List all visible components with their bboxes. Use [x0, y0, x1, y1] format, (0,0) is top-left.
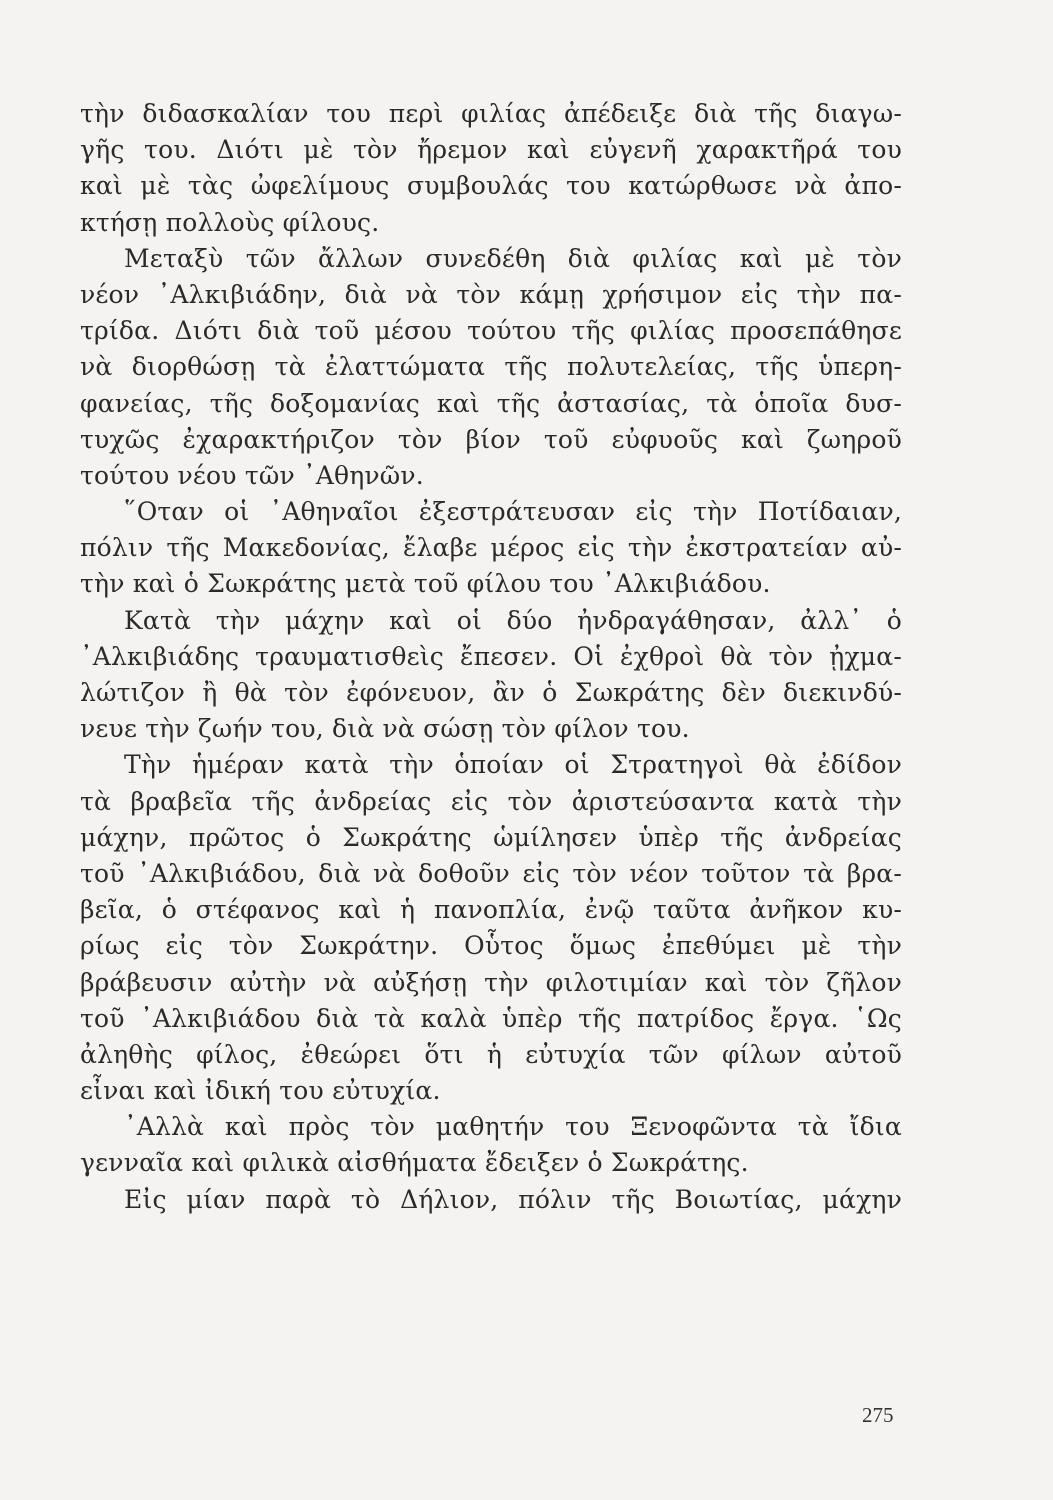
text-line: βεῖα, ὁ στέφανος καὶ ἡ πανοπλία, ἐνῷ ταῦτα ἀνῆκον κυ- [80, 895, 902, 925]
text-line: τὴν διδασκαλίαν του περὶ φιλίας ἀπέδειξε διὰ τῆς διαγω- [80, 99, 902, 128]
paragraph-first-line: Εἰς μίαν παρὰ τὸ Δήλιον, πόλιν τῆς Βοιωτίας, μάχην [124, 1184, 902, 1214]
text-line: τὰ βραβεῖα τῆς ἀνδρείας εἰς τὸν ἀριστεύσαντα κατὰ τὴν [80, 786, 902, 816]
text-line: καὶ μὲ τὰς ὠφελίμους συμβουλάς του κατώρθωσε νὰ ἀπο- [80, 171, 902, 201]
text-line: πόλιν τῆς Μακεδονίας, ἔλαβε μέρος εἰς τὴν ἐκστρατείαν αὐ- [80, 533, 902, 563]
text-line: τρίδα. Διότι διὰ τοῦ μέσου τούτου τῆς φιλίας προσεπάθησε [80, 316, 902, 346]
paragraph-first-line: ῞Οταν οἱ ᾿Αθηναῖοι ἐξεστράτευσαν εἰς τὴν Ποτίδαιαν, [124, 497, 902, 527]
text-line: τὴν καὶ ὁ Σωκράτης μετὰ τοῦ φίλου του ᾿Αλκιβιάδου. [80, 569, 771, 599]
text-line: κτήσῃ πολλοὺς φίλους. [80, 207, 380, 237]
text-line: νέον ᾿Αλκιβιάδην, διὰ νὰ τὸν κάμῃ χρήσιμον εἰς τὴν πα- [80, 279, 902, 309]
text-line: φανείας, τῆς δοξομανίας καὶ τῆς ἀστασίας, τὰ ὁποῖα δυσ- [80, 388, 902, 418]
page-body [80, 96, 902, 1218]
text-line: γῆς του. Διότι μὲ τὸν ἤρεμον καὶ εὐγενῆ χαρακτῆρά του [80, 135, 902, 165]
paragraph-first-line: Κατὰ τὴν μάχην καὶ οἱ δύο ἠνδραγάθησαν, ἀλλ᾿ ὁ [124, 605, 902, 635]
text-line: ᾿Αλκιβιάδης τραυματισθεὶς ἔπεσεν. Οἱ ἐχθροὶ θὰ τὸν ᾐχμα- [80, 641, 902, 671]
paragraph-first-line: Μεταξὺ τῶν ἄλλων συνεδέθη διὰ φιλίας καὶ μὲ τὸν [124, 243, 902, 273]
text-line: βράβευσιν αὐτὴν νὰ αὐξήσῃ τὴν φιλοτιμίαν καὶ τὸν ζῆλον [80, 967, 902, 997]
text-line: νὰ διορθώσῃ τὰ ἐλαττώματα τῆς πολυτελείας, τῆς ὑπερη- [80, 352, 902, 382]
text-line: τοῦ ᾿Αλκιβιάδου, διὰ νὰ δοθοῦν εἰς τὸν νέον τοῦτον τὰ βρα- [80, 858, 902, 888]
text-line: λώτιζον ἢ θὰ τὸν ἐφόνευον, ἂν ὁ Σωκράτης δὲν διεκινδύ- [80, 678, 902, 707]
text-line: μάχην, πρῶτος ὁ Σωκράτης ὡμίλησεν ὑπὲρ τῆς ἀνδρείας [80, 822, 902, 852]
paragraph-first-line: Τὴν ἡμέραν κατὰ τὴν ὁποίαν οἱ Στρατηγοὶ θὰ ἐδίδον [124, 750, 902, 780]
text-line: γενναῖα καὶ φιλικὰ αἰσθήματα ἔδειξεν ὁ Σωκράτης. [80, 1148, 749, 1178]
text-line: τούτου νέου τῶν ᾿Αθηνῶν. [80, 460, 424, 490]
text-line: νευε τὴν ζωήν του, διὰ νὰ σώσῃ τὸν φίλον του. [80, 714, 690, 744]
text-line: τυχῶς ἐχαρακτήριζον τὸν βίον τοῦ εὐφυοῦς καὶ ζωηροῦ [80, 424, 902, 454]
text-line: ρίως εἰς τὸν Σωκράτην. Οὗτος ὅμως ἐπεθύμει μὲ τὴν [80, 931, 902, 961]
text-line: ἀληθὴς φίλος, ἐθεώρει ὅτι ἡ εὐτυχία τῶν φίλων αὐτοῦ [80, 1039, 902, 1069]
text-line: εἶναι καὶ ἰδική του εὐτυχία. [80, 1076, 441, 1106]
page-number: 275 [862, 1403, 894, 1427]
paragraph-first-line: ᾿Αλλὰ καὶ πρὸς τὸν μαθητήν του Ξενοφῶντα τὰ ἴδια [124, 1112, 902, 1142]
text-line: τοῦ ᾿Αλκιβιάδου διὰ τὰ καλὰ ὑπὲρ τῆς πατρίδος ἔργα. ῾Ως [80, 1003, 902, 1033]
